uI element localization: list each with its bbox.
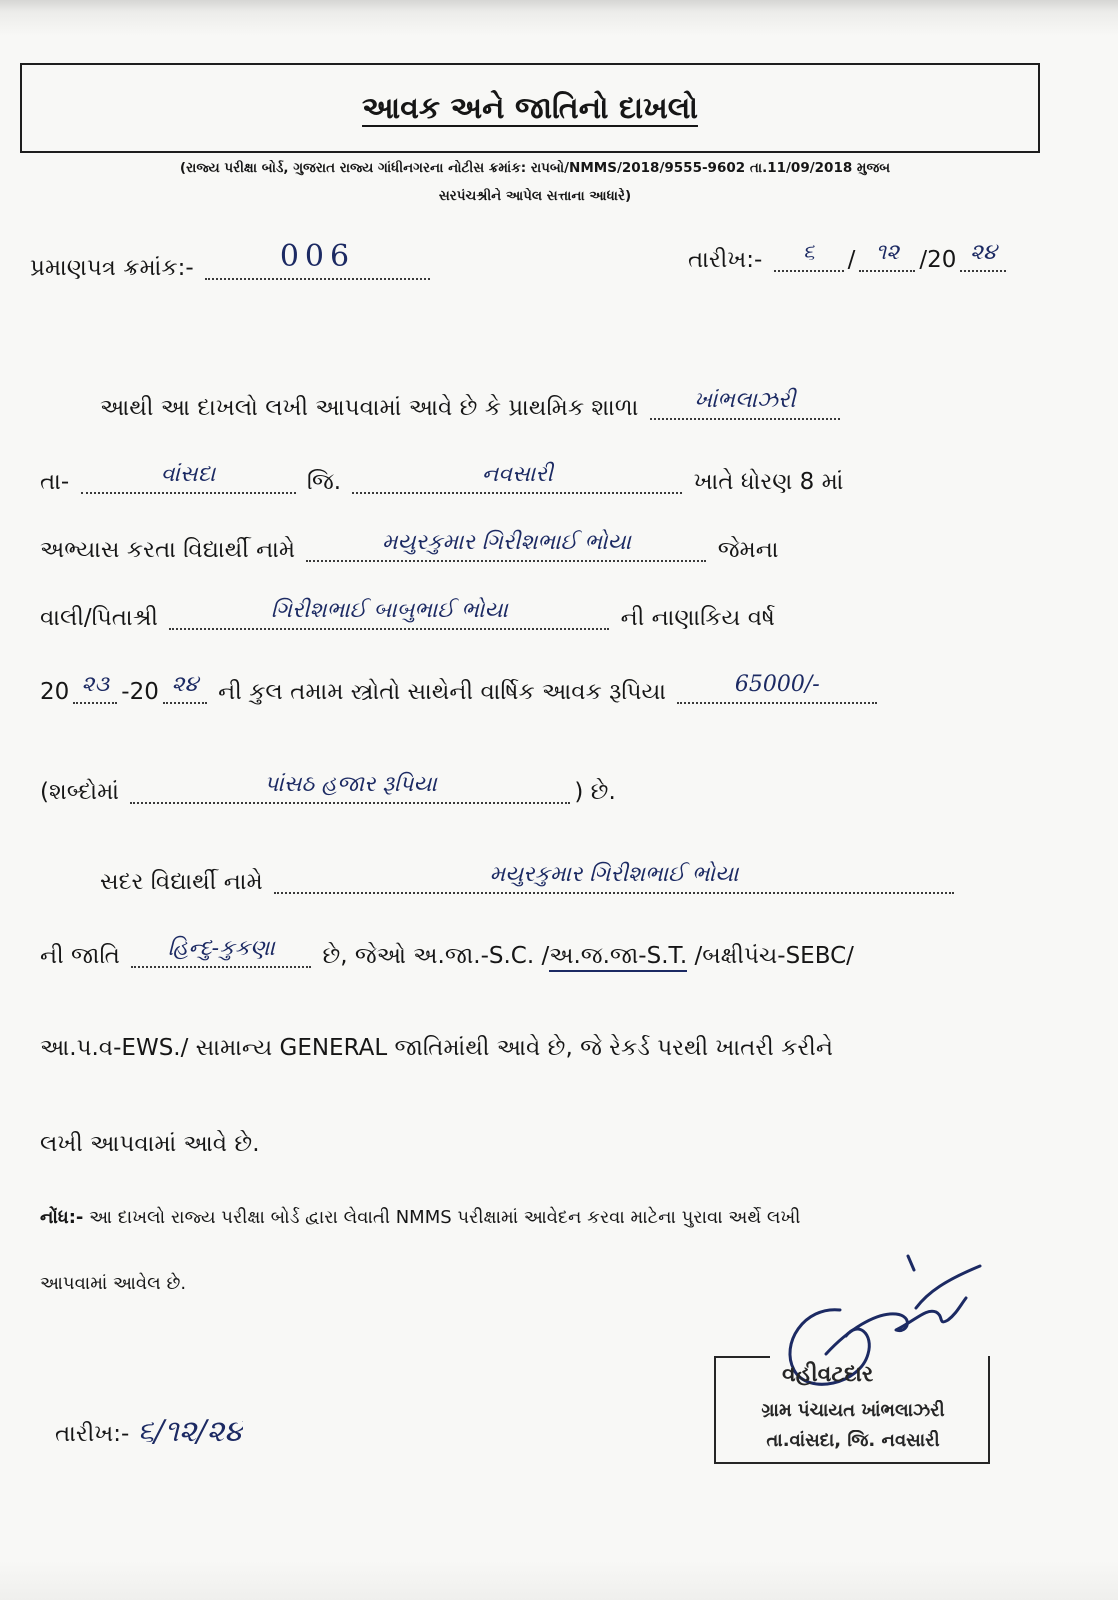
paragraph1-line3 <box>40 528 779 572</box>
caste-field <box>131 936 311 968</box>
category-sc: અ.જા.-S.C. / <box>413 943 550 969</box>
year-prefix: 20 <box>40 679 70 705</box>
issue-date-day-field <box>774 240 844 272</box>
authority-note-line-1: (રાજ્ય પરીક્ષા બોર્ડ, ગુજરાત રાજ્ય ગાંધીનગરના નોટીસ ક્રમાંક: રાપબો/NMMS/2018/9555-9602 તા.11/09/2018 મુજબ <box>179 160 891 176</box>
issue-date-row <box>688 238 1010 282</box>
caste-after-text: છે, જેઓ <box>322 943 406 969</box>
year-to-field <box>163 672 207 704</box>
issue-date-month: ૧૨ <box>875 240 900 265</box>
school-intro-text: આથી આ દાખલો લખી આપવામાં આવે છે કે પ્રાથમિક શાળા <box>100 395 639 421</box>
issued-text: લખી આપવામાં આવે છે. <box>40 1131 260 1157</box>
whose-text: જેમના <box>717 537 779 563</box>
said-student-label: સદર વિદ્યાર્થી નામે <box>100 869 263 895</box>
income-text: ની કુલ તમામ સ્ત્રોતો સાથેની વાર્ષિક આવક રૂપિયા <box>218 679 666 705</box>
authority-note-line-2: સરપંચશ્રીને આપેલ સત્તાના આધારે) <box>438 188 632 204</box>
issue-date-label: તારીખ:- <box>688 247 763 273</box>
student-name-field <box>306 530 706 562</box>
stamp-office: ગ્રામ પંચાયત ખાંભલાઝરી <box>761 1400 945 1421</box>
certificate-number-label: પ્રમાણપત્ર ક્રમાંક:- <box>30 255 194 281</box>
financial-year-text: ની નાણાકિય વર્ષ <box>620 605 775 631</box>
category-sebc: /બક્ષીપંચ-SEBC/ <box>687 943 854 969</box>
paragraph1-line1 <box>100 386 844 430</box>
caste-value: હિન્દુ-કુકણા <box>167 936 275 961</box>
paragraph1-line5 <box>40 670 881 714</box>
note-text-continued: આપવામાં આવેલ છે. <box>40 1273 187 1294</box>
said-student-name: મયુરકુમાર ગિરીશભાઈ ભોયા <box>489 862 739 887</box>
title-box <box>20 63 1040 153</box>
paragraph1-line6 <box>40 770 616 814</box>
caste-label: ની જાતિ <box>40 943 120 969</box>
issue-date-separator: / <box>847 247 856 273</box>
district-field <box>352 462 682 494</box>
taluka-label: તા- <box>40 469 70 495</box>
standard-text: ખાતે ધોરણ 8 માં <box>693 469 844 495</box>
district-label: જિ. <box>306 469 342 495</box>
category-st: અ.જ.જા-S.T. <box>549 943 687 972</box>
paragraph2-line2 <box>40 934 854 978</box>
taluka-value: વાંસદા <box>160 462 216 487</box>
certificate-number-value: 006 <box>279 239 356 274</box>
school-field <box>650 388 840 420</box>
certificate-number-row <box>30 239 434 290</box>
paragraph2-line3 <box>40 1026 833 1070</box>
district-value: નવસારી <box>481 462 553 487</box>
paragraph2-line4 <box>40 1122 260 1166</box>
footer-date-row <box>55 1410 243 1456</box>
paragraph1-line2 <box>40 460 843 504</box>
guardian-name: ગિરીશભાઈ બાબુભાઈ ભોયા <box>270 598 508 623</box>
school-name: ખાંભલાઝરી <box>693 388 796 413</box>
words-label: (શબ્દોમાં <box>40 779 120 805</box>
student-label: અભ્યાસ કરતા વિદ્યાર્થી નામે <box>40 537 296 563</box>
taluka-field <box>81 462 296 494</box>
issue-date-month-field <box>859 240 915 272</box>
issue-date-year-field <box>960 240 1006 272</box>
note-line2 <box>40 1262 186 1306</box>
issue-date-year: ૨૪ <box>970 240 997 265</box>
income-amount-field <box>677 672 877 704</box>
note-label: નોંધ:- <box>40 1207 84 1228</box>
issue-date-century: /20 <box>919 247 957 273</box>
said-student-name-field <box>274 862 954 894</box>
note-text: આ દાખલો રાજ્ય પરીક્ષા બોર્ડ દ્વારા લેવાતી NMMS પરીક્ષામાં આવેદન કરવા માટેના પુરાવા અર્થે લખી <box>89 1207 801 1228</box>
year-to-prefix: -20 <box>121 679 159 705</box>
words-end: ) છે. <box>574 779 616 805</box>
certificate-number-field <box>205 239 430 280</box>
paragraph1-line4 <box>40 596 775 640</box>
income-words: પાંસઠ હજાર રૂપિયા <box>263 772 437 797</box>
paragraph2-line1 <box>100 860 958 904</box>
stamp <box>714 1356 990 1464</box>
footer-date-value: ૬/૧૨/૨૪ <box>137 1414 243 1449</box>
year-from-field <box>73 672 117 704</box>
year-from: ૨૩ <box>81 672 110 697</box>
note-line1 <box>40 1196 800 1240</box>
category-general: સામાન્ય GENERAL <box>188 1035 388 1061</box>
category-ews: આ.પ.વ-EWS./ <box>40 1035 189 1061</box>
income-amount: 65000/- <box>734 672 820 697</box>
footer-date-label: તારીખ:- <box>55 1421 130 1447</box>
stamp-title: વહીવટદાર <box>782 1362 874 1387</box>
stamp-address: તા.વાંસદા, જિ. નવસારી <box>766 1430 940 1451</box>
issue-date-day: ૬ <box>802 240 815 265</box>
caste-confirmation-text: જાતિમાંથી આવે છે, જે રેકર્ડ પરથી ખાતરી કરીને <box>387 1035 833 1061</box>
student-name: મયુરકુમાર ગિરીશભાઈ ભોયા <box>382 530 631 555</box>
guardian-label: વાલી/પિતાશ્રી <box>40 605 159 631</box>
certificate-title: આવક અને જાતિનો દાખલો <box>362 90 698 126</box>
income-words-field <box>130 772 570 804</box>
year-to: ૨૪ <box>171 672 199 697</box>
guardian-name-field <box>169 598 609 630</box>
